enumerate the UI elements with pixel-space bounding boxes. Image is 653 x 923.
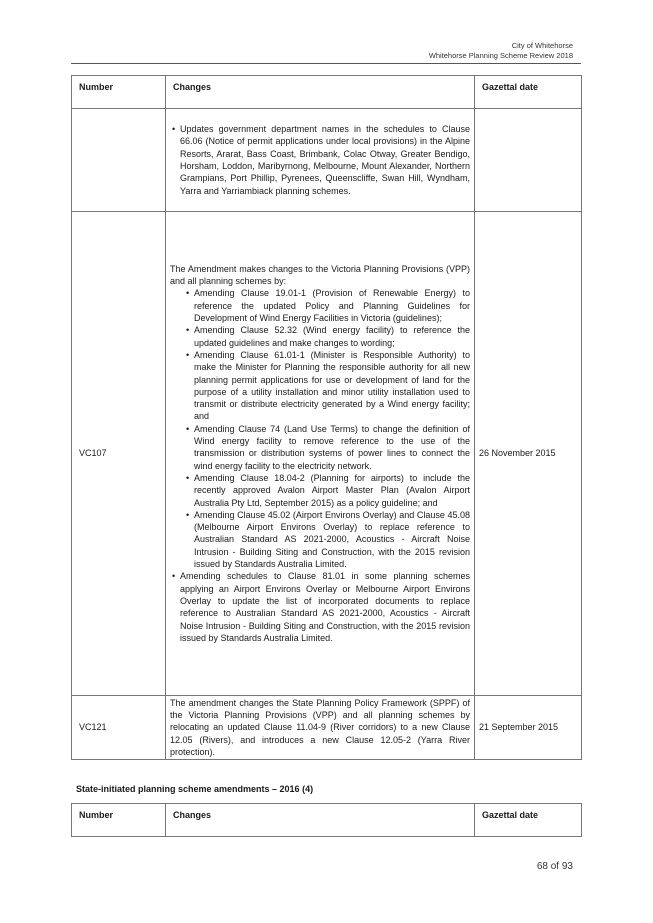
table-header-row [72, 76, 582, 109]
cell-number: VC121 [72, 696, 166, 760]
changes-sublist [170, 287, 470, 570]
list-item: • Amending Clause 61.01-1 (Minister is Responsible Authority) to make the Minister for Planning the responsible authority for all new planning permit applications for use or development of land for the purpose of a utility installation and minor utility installation used to transmit or distribute electricity generated by a Wind energy facility; and [170, 349, 470, 423]
cell-changes [166, 212, 475, 696]
list-item: • Updates government department names in the schedules to Clause 66.06 (Notice of permit applications under local provisions) in the Alpine Resorts, Ararat, Bass Coast, Brimbank, Colac Otway, Greater Bendigo, Horsham, Loddon, Maribyrnong, Melbourne, Mount Alexander, Northern Grampians, Port Phillip, Pyrenees, Queenscliffe, Swan Hill, Wyndham, Yarra and Yarriambiack planning schemes. [170, 123, 470, 197]
column-header-changes: Changes [166, 76, 475, 109]
list-item: • Amending Clause 18.04-2 (Planning for airports) to include the recently approved Avalon Airport Master Plan (Avalon Airport Australia Pty Ltd, September 2015) as a policy guideline; and [170, 472, 470, 509]
cell-gazettal-date: 21 September 2015 [475, 696, 582, 760]
cell-number [72, 109, 166, 212]
header-organisation: City of Whitehorse [511, 41, 573, 50]
amendments-2016-table [71, 803, 582, 837]
list-item: • Amending schedules to Clause 81.01 in some planning schemes applying an Airport Environs Overlay or Melbourne Airport Environs Overlay to update the list of incorporated documents to replace reference to Australian Standard AS 2021-2000, Acoustics - Aircraft Noise Intrusion - Building Siting and Construction, with the 2015 revision issued by Standards Australia Limited. [170, 570, 470, 644]
cell-changes [166, 109, 475, 212]
list-item: • Amending Clause 19.01-1 (Provision of Renewable Energy) to reference the updated Policy and Planning Guidelines for Development of Wind Energy Facilities in Victoria (guidelines); [170, 287, 470, 324]
cell-gazettal-date [475, 109, 582, 212]
column-header-gazettal-date: Gazettal date [475, 76, 582, 109]
header-rule [71, 63, 581, 64]
changes-intro: The Amendment makes changes to the Victoria Planning Provisions (VPP) and all planning schemes by: [170, 263, 470, 287]
header-document-title: Whitehorse Planning Scheme Review 2018 [428, 51, 573, 60]
cell-number: VC107 [72, 212, 166, 696]
running-header [429, 41, 573, 61]
section-heading: State-initiated planning scheme amendments – 2016 (4) [76, 784, 314, 794]
column-header-number: Number [72, 76, 166, 109]
table-row-vc121 [72, 696, 582, 760]
column-header-gazettal-date: Gazettal date [475, 804, 582, 837]
column-header-number: Number [72, 804, 166, 837]
table-header-row [72, 804, 582, 837]
list-item: • Amending Clause 45.02 (Airport Environs Overlay) and Clause 45.08 (Melbourne Airport Environs Overlay) to replace reference to Australian Standard AS 2021-2000, Acoustics - Aircraft Noise Intrusion - Building Siting and Construction, with the 2015 revision issued by Standards Australia Limited. [170, 509, 470, 570]
cell-gazettal-date: 26 November 2015 [475, 212, 582, 696]
page-number: 68 of 93 [536, 861, 573, 872]
table-row-vc107 [72, 212, 582, 696]
list-item: • Amending Clause 52.32 (Wind energy facility) to reference the updated guidelines and make changes to wording; [170, 324, 470, 349]
column-header-changes: Changes [166, 804, 475, 837]
cell-changes: The amendment changes the State Planning Policy Framework (SPPF) of the Victoria Planning Provisions (VPP) and all planning schemes by relocating an updated Clause 11.04-9 (River corridors) to a new Clause 12.05 (Rivers), and introduces a new Clause 12.05-2 (Yarra River protection). [166, 696, 475, 760]
table-row [72, 109, 582, 212]
amendments-table [71, 75, 582, 760]
list-item: • Amending Clause 74 (Land Use Terms) to change the definition of Wind energy facility to remove reference to the use of the transmission or distribution systems of power lines to connect the wind energy facility to the electricity network. [170, 423, 470, 472]
